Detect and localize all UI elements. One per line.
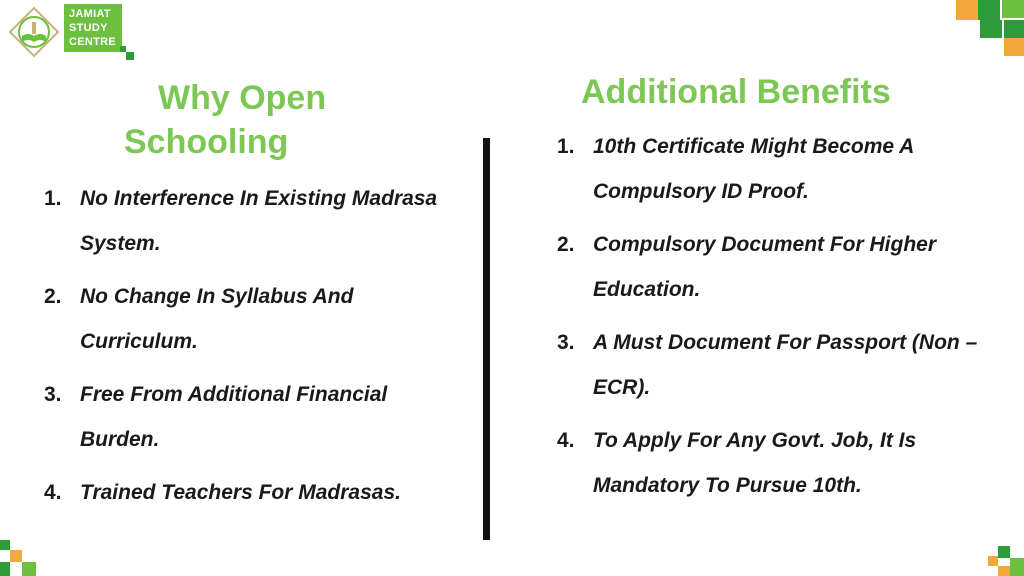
list-item [557,222,997,312]
decor-square [1004,38,1024,56]
list-item-number: 2. [44,285,62,308]
decor-square [0,562,10,576]
list-item-text: To Apply For Any Govt. Job, It Is Mandatory To Pursue 10th. [593,429,917,497]
decor-square [0,540,10,550]
decor-square [998,566,1010,576]
decor-square [956,0,978,20]
why-open-schooling-list [44,176,464,523]
list-item-number: 3. [557,331,575,354]
list-item-text: 10th Certificate Might Become A Compulsory ID Proof. [593,135,914,203]
list-item [44,176,464,266]
logo-text-box [64,4,122,52]
left-title-line-2: Schooling [124,123,289,161]
list-item-text: Trained Teachers For Madrasas. [80,481,401,504]
list-item [44,372,464,462]
left-title-line-1: Why Open [158,79,327,117]
list-item-number: 1. [44,187,62,210]
decor-square [1010,558,1024,576]
list-item-text: Free From Additional Financial Burden. [80,383,388,451]
list-item [44,470,464,515]
logo-line-3: CENTRE [69,36,117,48]
decor-square [998,546,1010,558]
logo-line-2: STUDY [69,22,108,34]
book-emblem-icon [8,6,60,58]
list-item-text: Compulsory Document For Higher Education. [593,233,937,301]
list-item-number: 2. [557,233,575,256]
decor-square [978,0,1000,20]
decor-square [1002,0,1024,18]
list-item [557,124,997,214]
decor-square [980,20,1002,38]
list-item-number: 4. [44,481,62,504]
list-item-text: No Interference In Existing Madrasa System. [80,187,438,255]
right-title: Additional Benefits [581,73,891,111]
list-item-number: 1. [557,135,575,158]
list-item-text: A Must Document For Passport (Non –ECR). [593,331,978,399]
decor-square [10,550,22,562]
jamiat-study-centre-logo [8,4,132,60]
decor-square [988,556,998,566]
logo-decor-square [126,52,134,60]
logo-line-1: JAMIAT [69,8,111,20]
list-item [557,320,997,410]
decor-square [1004,20,1024,38]
column-divider [483,138,490,540]
list-item-text: No Change In Syllabus And Curriculum. [80,285,354,353]
list-item [44,274,464,364]
list-item [557,418,997,508]
additional-benefits-list [557,124,997,516]
list-item-number: 3. [44,383,62,406]
decor-square [22,562,36,576]
list-item-number: 4. [557,429,575,452]
